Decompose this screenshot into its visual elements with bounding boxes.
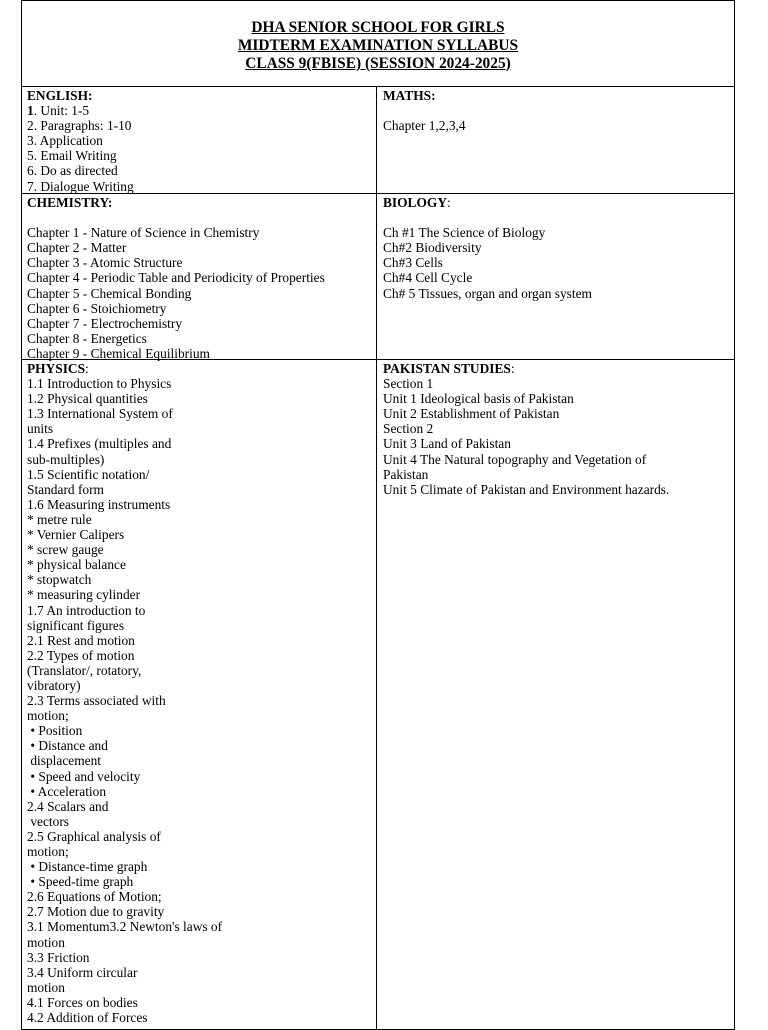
list-item: sub-multiples) [27,451,105,467]
chemistry-item: Chapter 1 - Nature of Science in Chemistry [27,225,260,241]
list-item: * Vernier Calipers [27,527,125,543]
list-item: • Speed-time graph [27,874,134,890]
biology-item: Ch#4 Cell Cycle [383,270,473,286]
list-item: • Speed and velocity [27,768,141,784]
chemistry-item: Chapter 7 - Electrochemistry [27,315,183,331]
list-item: displacement [27,753,101,769]
biology-cell [377,194,734,359]
english-item-text: . Unit: 1-5 [33,103,90,119]
list-item: motion [27,934,65,950]
physics-cell [22,360,377,1030]
english-item-number: 1 [27,103,34,119]
physics-heading-line [27,361,376,376]
chemistry-item: Chapter 2 - Matter [27,240,127,256]
maths-heading: MATHS: [383,88,436,103]
list-item: 2.3 Terms associated with [27,693,166,709]
list-item: 1.6 Measuring instruments [27,496,171,512]
chemistry-item: Chapter 3 - Atomic Structure [27,255,183,271]
list-item: 2.6 Equations of Motion; [27,889,162,905]
list-item: Standard form [27,481,104,497]
list-item: (Translator/, rotatory, [27,662,142,678]
list-item: 2.7 Motion due to gravity [27,904,165,920]
class-session: CLASS 9(FBISE) (SESSION 2024-2025) [245,54,511,72]
row-physics-pakstudies [22,360,734,1030]
list-item: 1.3 International System of [27,406,173,422]
biology-item: Ch #1 The Science of Biology [383,225,546,241]
list-item: 2.1 Rest and motion [27,632,135,648]
list-item: 4.2 Addition of Forces [27,1010,148,1026]
list-item: Section 2 [383,421,434,437]
chemistry-cell [22,194,377,359]
english-cell [22,87,377,193]
list-item: 4.1 Forces on bodies [27,994,138,1010]
chemistry-item: Chapter 6 - Stoichiometry [27,300,167,316]
list-item: 1.7 An introduction to [27,602,146,618]
pakistan-studies-heading: PAKISTAN STUDIES [383,361,511,376]
list-item: units [27,421,54,437]
list-item: Unit 3 Land of Pakistan [383,436,511,452]
physics-topic-list [27,376,376,1025]
list-item: motion; [27,708,69,724]
list-item: * metre rule [27,511,92,527]
english-item: 3. Application [27,133,103,149]
list-item: * measuring cylinder [27,587,141,603]
row-english-maths [22,87,734,194]
biology-heading-line [383,195,734,210]
pakistan-studies-heading-line [383,361,734,376]
chemistry-item: Chapter 8 - Energetics [27,330,147,346]
list-item: Unit 2 Establishment of Pakistan [383,406,560,422]
list-item: 1.2 Physical quantities [27,391,148,407]
english-heading: ENGLISH: [27,88,93,103]
list-item: • Distance and [27,738,108,754]
english-item: 6. Do as directed [27,163,118,179]
list-item: 2.2 Types of motion [27,647,135,663]
biology-item: Ch#2 Biodiversity [383,240,482,256]
maths-item: Chapter 1,2,3,4 [383,118,466,134]
chemistry-heading: CHEMISTRY: [27,195,113,210]
english-item: 5. Email Writing [27,148,117,164]
list-item: 1.4 Prefixes (multiples and [27,436,172,452]
biology-item: Ch# 5 Tissues, organ and organ system [383,285,592,301]
maths-cell [377,87,734,193]
english-item: 7. Dialogue Writing [27,178,134,194]
list-item: Unit 4 The Natural topography and Vegetation of [383,451,647,467]
list-item: significant figures [27,617,125,633]
list-item: 1.1 Introduction to Physics [27,376,172,392]
document-header [22,1,734,87]
biology-item: Ch#3 Cells [383,255,443,271]
list-item: Unit 5 Climate of Pakistan and Environment hazards. [383,481,670,497]
chemistry-item: Chapter 4 - Periodic Table and Periodicity of Properties [27,270,325,286]
list-item: vectors [27,813,70,829]
list-item: * screw gauge [27,542,104,558]
list-item: * physical balance [27,557,126,573]
list-item: motion [27,979,65,995]
pakistan-studies-heading-colon: : [510,361,515,376]
english-item [27,103,376,118]
physics-heading-colon: : [85,361,89,376]
chemistry-item: Chapter 5 - Chemical Bonding [27,285,192,301]
list-item: 3.4 Uniform circular [27,964,138,980]
list-item: 2.5 Graphical analysis of [27,828,161,844]
list-item: motion; [27,844,69,859]
list-item: Section 1 [383,376,434,392]
list-item: • Position [27,723,83,739]
pakistan-studies-topic-list [383,376,734,497]
list-item: Pakistan [383,466,429,482]
list-item: 2.4 Scalars and [27,798,109,814]
english-item: 2. Paragraphs: 1-10 [27,118,132,134]
syllabus-document [21,0,735,1030]
row-chemistry-biology [22,194,734,360]
pakistan-studies-cell [377,360,734,1030]
list-item: Unit 1 Ideological basis of Pakistan [383,391,574,407]
biology-heading-colon: : [447,195,451,210]
list-item: 1.5 Scientific notation/ [27,466,150,482]
exam-title: MIDTERM EXAMINATION SYLLABUS [237,36,519,54]
biology-heading: BIOLOGY [383,195,447,210]
school-name: DHA SENIOR SCHOOL FOR GIRLS [251,19,505,36]
list-item: • Distance-time graph [27,859,148,875]
list-item: vibratory) [27,677,81,693]
chemistry-item: Chapter 9 - Chemical Equilibrium [27,345,210,361]
list-item: 3.3 Friction [27,949,90,965]
list-item: 3.1 Momentum3.2 Newton's laws of [27,919,223,935]
physics-heading: PHYSICS [27,361,86,376]
list-item: • Acceleration [27,783,107,799]
list-item: * stopwatch [27,572,92,588]
